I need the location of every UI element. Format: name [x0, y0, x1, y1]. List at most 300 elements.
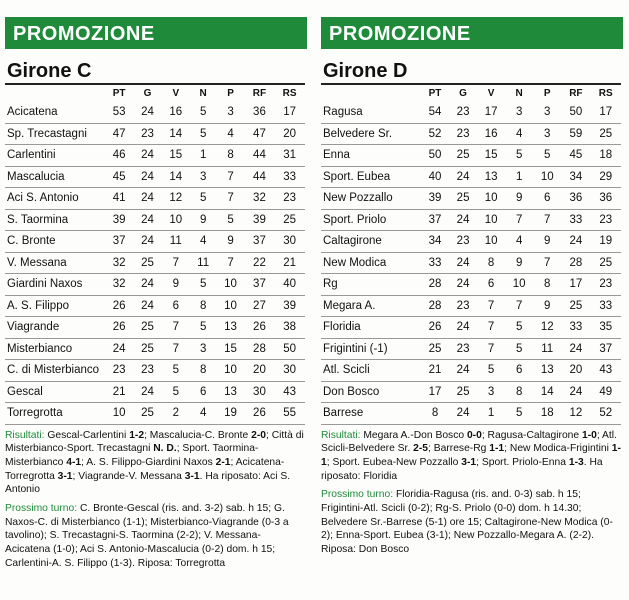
score: 1-0: [582, 429, 597, 441]
stat-cell-n: 5: [190, 317, 216, 339]
stat-cell-rs: 17: [590, 102, 621, 123]
team-name-cell: Gescal: [5, 381, 105, 403]
stat-cell-n: 7: [505, 295, 533, 317]
score: 2-1: [215, 456, 231, 468]
stat-cell-g: 24: [449, 274, 477, 296]
table-row: [321, 209, 621, 231]
table-row: [5, 360, 305, 382]
table-row: [321, 102, 621, 123]
score: 1-2: [129, 429, 145, 441]
team-name-cell: A. S. Filippo: [5, 295, 105, 317]
results-fragment: ; Barrese-Rg: [428, 443, 490, 455]
table-row: [321, 381, 621, 403]
stat-cell-n: 3: [190, 166, 216, 188]
stat-cell-rs: 29: [590, 166, 621, 188]
stat-cell-g: 24: [449, 252, 477, 274]
stat-cell-v: 10: [477, 231, 505, 253]
table-row: [321, 145, 621, 167]
stat-cell-g: 25: [133, 317, 161, 339]
results-fragment: ; Città di Misterbianco-Sport. Trecastagni: [5, 429, 304, 455]
stat-cell-pt: 40: [421, 166, 449, 188]
stat-cell-rf: 32: [245, 188, 275, 210]
stat-cell-pt: 37: [105, 231, 133, 253]
team-name-cell: Caltagirone: [321, 231, 421, 253]
score: 2-5: [413, 443, 429, 455]
table-row: [321, 188, 621, 210]
results-fragment: ; Atl. Scicli-Belvedere Sr.: [321, 429, 617, 455]
stat-cell-rs: 36: [590, 188, 621, 210]
team-name-cell: S. Taormina: [5, 209, 105, 231]
team-name-cell: Frigintini (-1): [321, 338, 421, 360]
stat-cell-p: 9: [533, 295, 561, 317]
stat-cell-n: 1: [190, 145, 216, 167]
stat-cell-p: 7: [216, 166, 244, 188]
stat-cell-rs: 39: [274, 295, 305, 317]
stat-cell-p: 7: [216, 188, 244, 210]
score: N. D.: [153, 443, 177, 455]
stat-cell-p: 12: [533, 317, 561, 339]
stat-cell-pt: 34: [421, 231, 449, 253]
stat-cell-n: 6: [190, 381, 216, 403]
next-round-text: C. Bronte-Gescal (ris. and. 3-2) sab. h 15; G. Naxos-C. di Misterbianco (1-1); Misterbianco-Viagrande (0-3 a tavolino); S. Trecastagni-S. Taormina (2-2); V. Messana-Acicatena (1-0); Aci S. Antonio-Mascalucia (0-2) dom. h 15; Carlentini-A. S. Filippo (1-3). Riposa: Torregrotta: [5, 503, 289, 569]
team-name-cell: Barrese: [321, 403, 421, 425]
stat-cell-p: 15: [216, 338, 244, 360]
next-round-paragraph: [321, 488, 621, 557]
stat-cell-v: 8: [477, 252, 505, 274]
stat-cell-pt: 28: [421, 274, 449, 296]
stat-cell-p: 13: [216, 381, 244, 403]
stat-cell-rs: 33: [274, 166, 305, 188]
stat-cell-pt: 24: [105, 338, 133, 360]
stat-cell-rf: 24: [561, 231, 590, 253]
stat-cell-pt: 28: [421, 295, 449, 317]
stat-cell-p: 19: [216, 403, 244, 425]
stat-cell-n: 11: [190, 252, 216, 274]
team-name-cell: Carlentini: [5, 145, 105, 167]
stat-cell-p: 5: [216, 209, 244, 231]
table-row: [5, 338, 305, 360]
table-row: [5, 123, 305, 145]
stat-cell-n: 5: [505, 317, 533, 339]
stat-cell-n: 4: [190, 231, 216, 253]
stat-cell-g: 23: [449, 231, 477, 253]
results-fragment: ; A. S. Filippo-Giardini Naxos: [81, 456, 216, 468]
stat-cell-p: 10: [216, 274, 244, 296]
table-row: [5, 102, 305, 123]
column-header: V: [487, 88, 495, 99]
stat-cell-rf: 37: [245, 231, 275, 253]
stat-cell-v: 12: [162, 188, 190, 210]
stat-cell-g: 24: [449, 166, 477, 188]
stat-cell-rf: 12: [561, 403, 590, 425]
stat-cell-p: 10: [216, 295, 244, 317]
stat-cell-g: 23: [449, 338, 477, 360]
stat-cell-n: 6: [505, 360, 533, 382]
stat-cell-v: 7: [477, 338, 505, 360]
team-name-cell: Sp. Trecastagni: [5, 123, 105, 145]
stat-cell-rf: 36: [561, 188, 590, 210]
stat-cell-n: 5: [505, 145, 533, 167]
table-row: [321, 338, 621, 360]
stat-cell-rf: 22: [245, 252, 275, 274]
table-row: [321, 403, 621, 425]
stat-cell-rf: 44: [245, 166, 275, 188]
stat-cell-p: 9: [216, 231, 244, 253]
stat-cell-rs: 38: [274, 317, 305, 339]
table-row: [5, 403, 305, 425]
girone-d-panel: [321, 0, 623, 562]
results-label: Risultati:: [5, 429, 45, 441]
column-header: RF: [569, 88, 583, 99]
stat-cell-rf: 17: [561, 274, 590, 296]
table-row: [5, 274, 305, 296]
stat-cell-n: 8: [190, 360, 216, 382]
stat-cell-n: 8: [190, 295, 216, 317]
stat-cell-v: 7: [162, 317, 190, 339]
table-row: [321, 360, 621, 382]
stat-cell-pt: 26: [421, 317, 449, 339]
stat-cell-n: 5: [190, 188, 216, 210]
column-header: N: [199, 88, 207, 99]
standings-table: [321, 85, 621, 425]
stat-cell-rs: 19: [590, 231, 621, 253]
stat-cell-g: 24: [133, 381, 161, 403]
table-row: [5, 252, 305, 274]
team-name-cell: Rg: [321, 274, 421, 296]
stat-cell-pt: 21: [105, 381, 133, 403]
results-text: [321, 430, 621, 482]
stat-cell-g: 25: [133, 252, 161, 274]
stat-cell-v: 6: [477, 274, 505, 296]
stat-cell-g: 23: [449, 123, 477, 145]
stat-cell-g: 24: [133, 231, 161, 253]
stat-cell-rs: 23: [590, 209, 621, 231]
stat-cell-rs: 55: [274, 403, 305, 425]
girone-c-panel: [5, 0, 307, 576]
table-row: [5, 209, 305, 231]
stat-cell-rs: 35: [590, 317, 621, 339]
score: 2-0: [251, 429, 266, 441]
stat-cell-pt: 26: [105, 295, 133, 317]
stat-cell-rs: 20: [274, 123, 305, 145]
stat-cell-g: 24: [449, 360, 477, 382]
team-name-cell: Viagrande: [5, 317, 105, 339]
stat-cell-rf: 24: [561, 381, 590, 403]
stat-cell-rs: 30: [274, 231, 305, 253]
score: 1-3: [568, 456, 584, 468]
team-name-cell: Enna: [321, 145, 421, 167]
stat-cell-p: 14: [533, 381, 561, 403]
stat-cell-g: 25: [133, 403, 161, 425]
stat-cell-g: 25: [449, 145, 477, 167]
stat-cell-rs: 17: [274, 102, 305, 123]
stat-cell-pt: 32: [105, 252, 133, 274]
column-header: PT: [428, 88, 442, 99]
stat-cell-n: 10: [505, 274, 533, 296]
stat-cell-n: 4: [505, 123, 533, 145]
stat-cell-rf: 36: [245, 102, 275, 123]
stat-cell-rf: 30: [245, 381, 275, 403]
stat-cell-rs: 49: [590, 381, 621, 403]
team-name-cell: C. Bronte: [5, 231, 105, 253]
stat-cell-g: 23: [449, 102, 477, 123]
team-name-cell: Ragusa: [321, 102, 421, 123]
stat-cell-v: 14: [162, 123, 190, 145]
column-header: P: [543, 88, 551, 99]
column-header: N: [515, 88, 523, 99]
stat-cell-p: 7: [216, 252, 244, 274]
results-fragment: ; Mascalucia-C. Bronte: [144, 429, 252, 441]
score: 1-1: [489, 443, 505, 455]
stat-cell-v: 17: [477, 102, 505, 123]
stat-cell-v: 13: [477, 166, 505, 188]
team-name-cell: Sport. Priolo: [321, 209, 421, 231]
table-row: [5, 145, 305, 167]
stat-cell-v: 9: [162, 274, 190, 296]
stat-cell-p: 3: [216, 102, 244, 123]
stat-cell-rf: 39: [245, 209, 275, 231]
stat-cell-p: 3: [533, 102, 561, 123]
team-name-cell: Sport. Eubea: [321, 166, 421, 188]
stat-cell-rs: 43: [274, 381, 305, 403]
stat-cell-rf: 59: [561, 123, 590, 145]
stat-cell-p: 8: [216, 145, 244, 167]
team-name-cell: Don Bosco: [321, 381, 421, 403]
stat-cell-pt: 37: [421, 209, 449, 231]
score: 3-1: [461, 456, 477, 468]
table-row: [321, 123, 621, 145]
stat-cell-p: 8: [533, 274, 561, 296]
stat-cell-p: 13: [216, 317, 244, 339]
table-row: [5, 188, 305, 210]
stat-cell-n: 3: [505, 102, 533, 123]
stat-cell-pt: 25: [421, 338, 449, 360]
stat-cell-rf: 26: [245, 403, 275, 425]
table-row: [5, 231, 305, 253]
score: 3-1: [57, 470, 73, 482]
results-paragraph: [5, 429, 305, 498]
stat-cell-p: 11: [533, 338, 561, 360]
column-header: RS: [598, 88, 613, 99]
next-round-label: Prossimo turno:: [321, 489, 394, 501]
stat-cell-pt: 47: [105, 123, 133, 145]
stat-cell-g: 24: [133, 102, 161, 123]
stat-cell-p: 7: [533, 209, 561, 231]
stat-cell-g: 24: [133, 209, 161, 231]
stat-cell-g: 24: [133, 274, 161, 296]
stat-cell-g: 24: [449, 317, 477, 339]
table-row: [321, 252, 621, 274]
stat-cell-pt: 32: [105, 274, 133, 296]
table-row: [5, 381, 305, 403]
stat-cell-g: 23: [133, 360, 161, 382]
column-header: RS: [282, 88, 297, 99]
stat-cell-rs: 33: [590, 295, 621, 317]
table-header-row: [5, 85, 305, 102]
stat-cell-rs: 25: [590, 123, 621, 145]
stat-cell-g: 23: [133, 123, 161, 145]
results-fragment: ; Acicatena-Torregrotta: [5, 456, 285, 482]
stat-cell-g: 24: [133, 166, 161, 188]
team-column-header: [5, 85, 105, 102]
team-name-cell: Mascalucia: [5, 166, 105, 188]
team-name-cell: Floridia: [321, 317, 421, 339]
stat-cell-n: 9: [505, 188, 533, 210]
stat-cell-rf: 28: [245, 338, 275, 360]
stat-cell-v: 10: [477, 209, 505, 231]
stat-cell-rf: 33: [561, 317, 590, 339]
stat-cell-rs: 50: [274, 338, 305, 360]
results-label: Risultati:: [321, 429, 361, 441]
stat-cell-rf: 45: [561, 145, 590, 167]
stat-cell-rf: 44: [245, 145, 275, 167]
stat-cell-g: 25: [449, 381, 477, 403]
stat-cell-pt: 39: [421, 188, 449, 210]
column-header: G: [143, 88, 152, 99]
results-fragment: ; Sport. Eubea-New Pozzallo: [326, 456, 462, 468]
stat-cell-pt: 33: [421, 252, 449, 274]
stat-cell-g: 25: [449, 188, 477, 210]
stat-cell-rf: 25: [561, 295, 590, 317]
stat-cell-v: 7: [162, 338, 190, 360]
stat-cell-n: 5: [190, 102, 216, 123]
table-header-row: [321, 85, 621, 102]
stat-cell-g: 25: [133, 338, 161, 360]
stat-cell-pt: 41: [105, 188, 133, 210]
stat-cell-pt: 46: [105, 145, 133, 167]
group-title: Girone C: [7, 60, 92, 82]
stat-cell-g: 24: [449, 209, 477, 231]
team-name-cell: Atl. Scicli: [321, 360, 421, 382]
results-fragment: ; New Modica-Frigintini: [504, 443, 612, 455]
stat-cell-g: 23: [449, 295, 477, 317]
next-round-label: Prossimo turno:: [5, 503, 78, 515]
stat-cell-rs: 18: [590, 145, 621, 167]
section-banner: PROMOZIONE: [5, 17, 307, 49]
results-fragment: Gescal-Carlentini: [44, 429, 130, 441]
team-name-cell: C. di Misterbianco: [5, 360, 105, 382]
stat-cell-rf: 20: [245, 360, 275, 382]
stat-cell-n: 3: [190, 338, 216, 360]
results-fragment: ; Sport. Taormina-Misterbianco: [5, 443, 259, 468]
stat-cell-v: 14: [162, 166, 190, 188]
results-fragment: ; Ragusa-Caltagirone: [481, 429, 582, 441]
team-name-cell: Giardini Naxos: [5, 274, 105, 296]
stat-cell-pt: 53: [105, 102, 133, 123]
stat-cell-v: 5: [477, 360, 505, 382]
stat-cell-pt: 45: [105, 166, 133, 188]
column-header: G: [459, 88, 467, 99]
stat-cell-v: 5: [162, 360, 190, 382]
column-header: PT: [112, 88, 126, 99]
stat-cell-v: 7: [162, 252, 190, 274]
stat-cell-n: 5: [190, 123, 216, 145]
results-text: [5, 430, 304, 496]
stat-cell-p: 10: [216, 360, 244, 382]
results-fragment: ; Sport. Priolo-Enna: [476, 456, 569, 468]
standings-table: [5, 85, 305, 425]
stat-cell-v: 15: [162, 145, 190, 167]
stat-cell-g: 24: [133, 188, 161, 210]
stat-cell-p: 9: [533, 231, 561, 253]
section-banner: PROMOZIONE: [321, 17, 623, 49]
stat-cell-n: 5: [190, 274, 216, 296]
stat-cell-rf: 24: [561, 338, 590, 360]
stat-cell-pt: 26: [105, 317, 133, 339]
stat-cell-n: 5: [505, 338, 533, 360]
results-paragraph: [321, 429, 621, 484]
score: 0-0: [466, 429, 482, 441]
column-header: RF: [252, 88, 267, 99]
team-name-cell: New Pozzallo: [321, 188, 421, 210]
table-row: [5, 166, 305, 188]
team-name-cell: V. Messana: [5, 252, 105, 274]
results-fragment: . Ha riposato: Aci S. Antonio: [5, 470, 291, 496]
stat-cell-p: 3: [533, 123, 561, 145]
stat-cell-rf: 47: [245, 123, 275, 145]
stat-cell-rs: 23: [274, 188, 305, 210]
stat-cell-v: 6: [162, 295, 190, 317]
stat-cell-n: 9: [505, 252, 533, 274]
stat-cell-rs: 23: [590, 274, 621, 296]
score: 3-1: [184, 470, 200, 482]
stat-cell-p: 5: [533, 145, 561, 167]
next-round-text: Floridia-Ragusa (ris. and. 0-3) sab. h 15; Frigintini-Atl. Scicli (0-2); Rg-S. Priolo (0-0) dom. h 14.30; Belvedere Sr.-Barrese (5-1) ore 15; Caltagirone-New Modica (0-2); Enna-Sport. Eubea (3-1); New Pozzallo-Megara A. (2-2). Riposa: Don Bosco: [321, 489, 613, 556]
stat-cell-n: 9: [190, 209, 216, 231]
standings-body: [5, 102, 305, 424]
stat-cell-v: 1: [477, 403, 505, 425]
score: 1-1: [321, 443, 621, 468]
team-name-cell: Aci S. Antonio: [5, 188, 105, 210]
stat-cell-p: 18: [533, 403, 561, 425]
stat-cell-pt: 52: [421, 123, 449, 145]
stat-cell-pt: 8: [421, 403, 449, 425]
stat-cell-pt: 50: [421, 145, 449, 167]
team-name-cell: Belvedere Sr.: [321, 123, 421, 145]
stat-cell-v: 3: [477, 381, 505, 403]
table-row: [321, 166, 621, 188]
results-fragment: . Ha riposato: Floridia: [321, 456, 603, 482]
stat-cell-pt: 54: [421, 102, 449, 123]
stat-cell-rf: 34: [561, 166, 590, 188]
stat-cell-g: 24: [449, 403, 477, 425]
stat-cell-pt: 21: [421, 360, 449, 382]
standings-body: [321, 102, 621, 424]
team-name-cell: Misterbianco: [5, 338, 105, 360]
stat-cell-rf: 20: [561, 360, 590, 382]
stat-cell-rs: 25: [590, 252, 621, 274]
stat-cell-n: 8: [505, 381, 533, 403]
stat-cell-v: 16: [162, 102, 190, 123]
stat-cell-rs: 43: [590, 360, 621, 382]
stat-cell-rf: 27: [245, 295, 275, 317]
stat-cell-n: 5: [505, 403, 533, 425]
stat-cell-rs: 25: [274, 209, 305, 231]
score: 4-1: [66, 456, 82, 468]
stat-cell-g: 24: [133, 295, 161, 317]
stat-cell-v: 10: [477, 188, 505, 210]
stat-cell-v: 11: [162, 231, 190, 253]
team-name-cell: Torregrotta: [5, 403, 105, 425]
stat-cell-pt: 39: [105, 209, 133, 231]
notes: [321, 429, 623, 557]
stat-cell-p: 4: [216, 123, 244, 145]
stat-cell-rs: 31: [274, 145, 305, 167]
stat-cell-rf: 37: [245, 274, 275, 296]
stat-cell-rf: 33: [561, 209, 590, 231]
stat-cell-rs: 52: [590, 403, 621, 425]
stat-cell-n: 4: [190, 403, 216, 425]
